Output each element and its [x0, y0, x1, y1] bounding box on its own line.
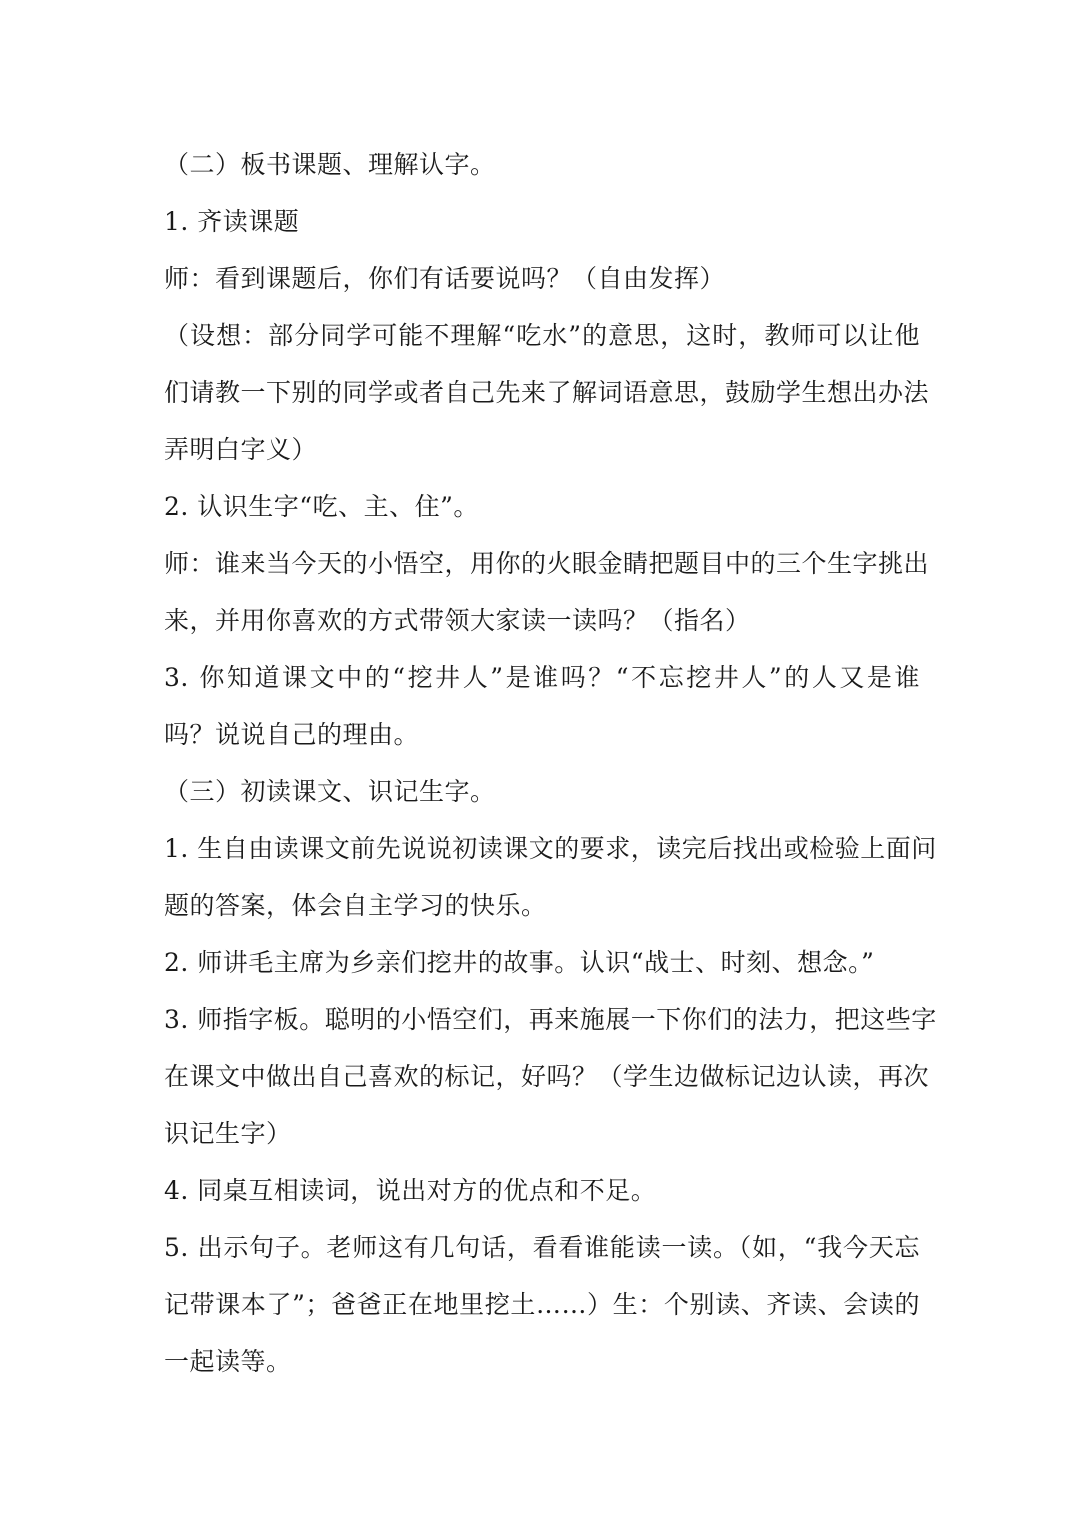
text-line: 识记生字）	[164, 1119, 292, 1148]
text-line: 师：谁来当今天的小悟空，用你的火眼金睛把题目中的三个生字挑出	[164, 549, 930, 578]
text-line: 4. 同桌互相读词，说出对方的优点和不足。	[164, 1176, 657, 1205]
document-body	[164, 136, 937, 1390]
text-line: （设想：部分同学可能不理解“吃水”的意思，这时，教师可以让他	[164, 321, 920, 350]
text-line: 师：看到课题后，你们有话要说吗？（自由发挥）	[164, 264, 726, 293]
text-line: 一起读等。	[164, 1347, 292, 1376]
text-line: 2. 师讲毛主席为乡亲们挖井的故事。认识“战士、时刻、想念。”	[164, 948, 875, 977]
text-line: 3. 师指字板。聪明的小悟空们，再来施展一下你们的法力，把这些字	[164, 1005, 937, 1034]
text-line: 2. 认识生字“吃、主、住”。	[164, 492, 479, 521]
text-line: 5. 出示句子。老师这有几句话，看看谁能读一读。（如，“我今天忘	[164, 1233, 920, 1262]
section-heading-2: （二）板书课题、理解认字。	[164, 150, 496, 179]
text-line: 们请教一下别的同学或者自己先来了解词语意思，鼓励学生想出办法	[164, 378, 930, 407]
text-line: 吗？说说自己的理由。	[164, 720, 420, 749]
text-line: 来，并用你喜欢的方式带领大家读一读吗？（指名）	[164, 606, 751, 635]
text-line: 1. 齐读课题	[164, 207, 300, 236]
text-line: 弄明白字义）	[164, 435, 318, 464]
text-line: 题的答案，体会自主学习的快乐。	[164, 891, 547, 920]
text-line: 在课文中做出自己喜欢的标记，好吗？（学生边做标记边认读，再次	[164, 1062, 930, 1091]
text-line: 1. 生自由读课文前先说说初读课文的要求，读完后找出或检验上面问	[164, 834, 937, 863]
section-heading-3: （三）初读课文、识记生字。	[164, 777, 496, 806]
text-line: 记带课本了”；爸爸正在地里挖土……）生：个别读、齐读、会读的	[164, 1290, 920, 1319]
text-line: 3. 你知道课文中的“挖井人”是谁吗？“不忘挖井人”的人又是谁	[164, 663, 920, 692]
